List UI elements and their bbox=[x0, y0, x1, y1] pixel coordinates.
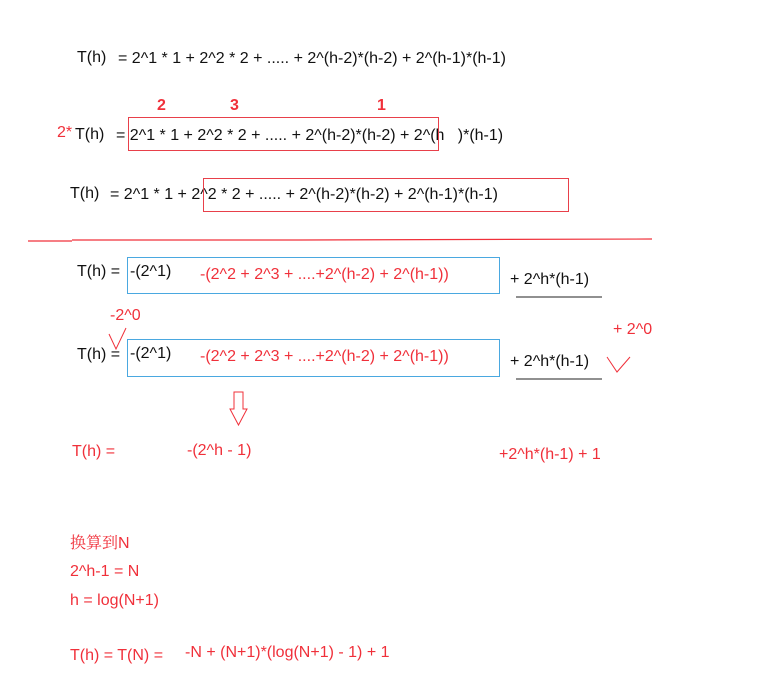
divider-line bbox=[28, 239, 652, 241]
check-mark-icon bbox=[607, 357, 630, 372]
line3-rhs: = 2^1 * 1 + 2^2 * 2 + ..... + 2^(h-2)*(h-2) + 2^(h-1)*(h-1) bbox=[110, 186, 498, 203]
line1-lhs: T(h) bbox=[77, 49, 107, 66]
convert-final-rhs: -N + (N+1)*(log(N+1) - 1) + 1 bbox=[185, 644, 390, 661]
line3-lhs: T(h) bbox=[70, 185, 100, 202]
note-minus-2-pow-0: -2^0 bbox=[110, 307, 141, 324]
line5-first-term: -(2^1) bbox=[130, 345, 172, 362]
line5-series: -(2^2 + 2^3 + ....+2^(h-2) + 2^(h-1)) bbox=[200, 348, 449, 365]
line2-rhs: = 2^1 * 1 + 2^2 * 2 + ..... + 2^(h-2)*(h-2) + 2^(h )*(h-1) bbox=[116, 127, 504, 144]
line4-first-term: -(2^1) bbox=[130, 263, 172, 280]
line2-edit-exponent-2: 2 bbox=[157, 97, 166, 114]
line5-lhs: T(h) = bbox=[77, 346, 121, 363]
note-plus-2-pow-0: + 2^0 bbox=[613, 321, 653, 338]
convert-eq1: 2^h-1 = N bbox=[70, 563, 140, 580]
line2-edit-exponent-3: 3 bbox=[230, 97, 239, 114]
line1-rhs: = 2^1 * 1 + 2^2 * 2 + ..... + 2^(h-2)*(h-2) + 2^(h-1)*(h-1) bbox=[118, 50, 506, 67]
check-mark-icon bbox=[109, 328, 126, 349]
result-mid: -(2^h - 1) bbox=[187, 442, 252, 459]
line2-lhs: T(h) bbox=[75, 126, 105, 143]
convert-title: 换算到N bbox=[70, 535, 130, 552]
line4-lhs: T(h) = bbox=[77, 263, 121, 280]
line4-series: -(2^2 + 2^3 + ....+2^(h-2) + 2^(h-1)) bbox=[200, 266, 449, 283]
convert-eq2: h = log(N+1) bbox=[70, 592, 159, 609]
line4-tail: + 2^h*(h-1) bbox=[510, 271, 590, 288]
down-arrow-icon bbox=[230, 392, 247, 425]
line2-multiplier: 2* bbox=[57, 124, 73, 141]
result-lhs: T(h) = bbox=[72, 443, 116, 460]
tail-underlines bbox=[516, 297, 602, 379]
line5-tail: + 2^h*(h-1) bbox=[510, 353, 590, 370]
result-tail: +2^h*(h-1) + 1 bbox=[499, 446, 601, 463]
line2-edit-exponent-1: 1 bbox=[377, 97, 386, 114]
convert-final-lhs: T(h) = T(N) = bbox=[70, 647, 164, 664]
